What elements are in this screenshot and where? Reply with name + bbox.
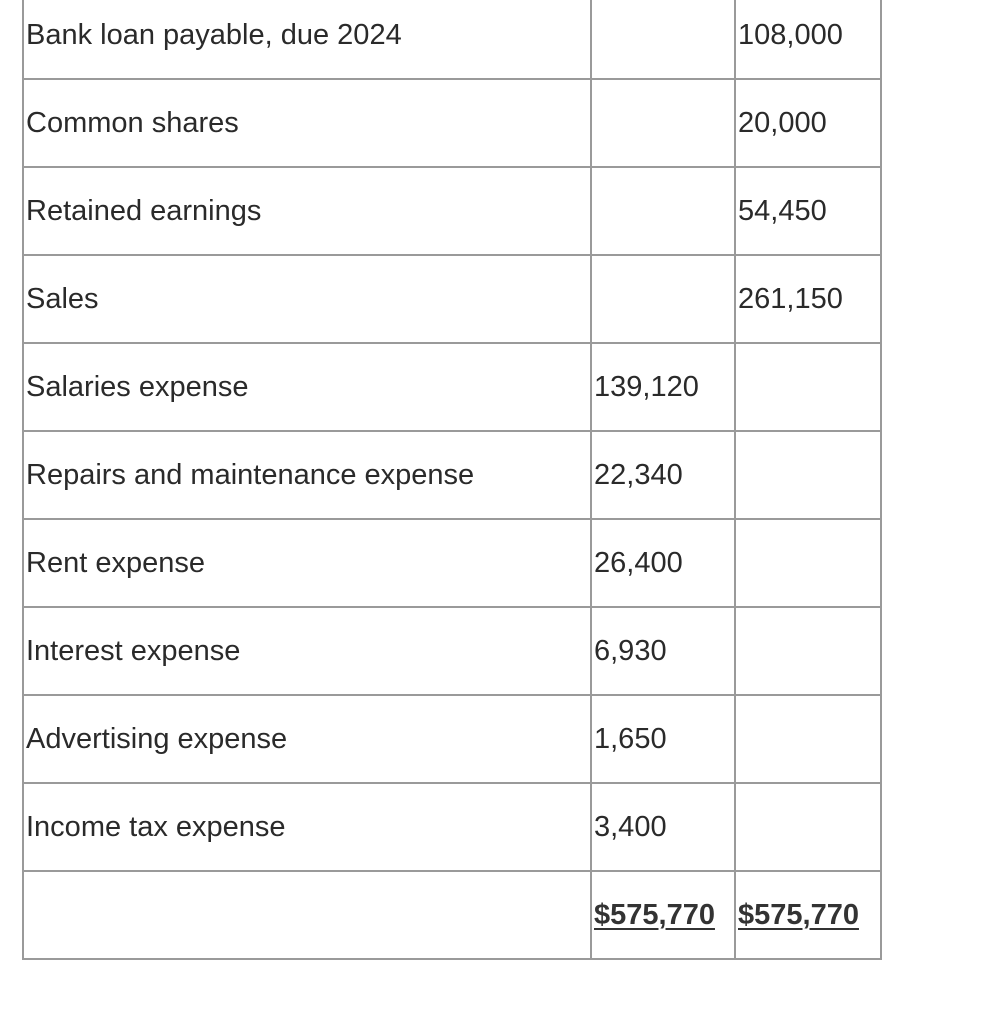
debit-cell: 139,120	[591, 343, 735, 431]
table-row	[23, 255, 881, 343]
debit-total: $575,770	[594, 898, 715, 931]
account-cell: Rent expense	[23, 519, 591, 607]
debit-total-cell	[591, 871, 735, 959]
trial-balance-table	[22, 0, 882, 960]
account-cell: Sales	[23, 255, 591, 343]
debit-cell	[591, 79, 735, 167]
account-cell: Income tax expense	[23, 783, 591, 871]
credit-cell	[735, 695, 881, 783]
debit-cell	[591, 167, 735, 255]
table-row	[23, 519, 881, 607]
table-row	[23, 431, 881, 519]
debit-cell	[591, 255, 735, 343]
credit-cell	[735, 431, 881, 519]
credit-cell: 54,450	[735, 167, 881, 255]
debit-cell: 22,340	[591, 431, 735, 519]
account-cell: Repairs and maintenance expense	[23, 431, 591, 519]
credit-cell	[735, 519, 881, 607]
credit-total: $575,770	[738, 898, 859, 931]
account-cell: Retained earnings	[23, 167, 591, 255]
account-cell: Advertising expense	[23, 695, 591, 783]
account-cell: Salaries expense	[23, 343, 591, 431]
debit-cell: 6,930	[591, 607, 735, 695]
debit-cell: 3,400	[591, 783, 735, 871]
table-row	[23, 79, 881, 167]
debit-cell: 1,650	[591, 695, 735, 783]
credit-cell	[735, 783, 881, 871]
table-row	[23, 343, 881, 431]
totals-label-cell	[23, 871, 591, 959]
credit-total-cell	[735, 871, 881, 959]
account-cell: Bank loan payable, due 2024	[23, 0, 591, 79]
credit-cell	[735, 343, 881, 431]
table-row	[23, 167, 881, 255]
credit-cell: 108,000	[735, 0, 881, 79]
table-row	[23, 607, 881, 695]
table-row	[23, 0, 881, 79]
credit-cell: 261,150	[735, 255, 881, 343]
table-row	[23, 695, 881, 783]
debit-cell: 26,400	[591, 519, 735, 607]
credit-cell	[735, 607, 881, 695]
credit-cell: 20,000	[735, 79, 881, 167]
totals-row	[23, 871, 881, 959]
account-cell: Interest expense	[23, 607, 591, 695]
debit-cell	[591, 0, 735, 79]
account-cell: Common shares	[23, 79, 591, 167]
table-row	[23, 783, 881, 871]
